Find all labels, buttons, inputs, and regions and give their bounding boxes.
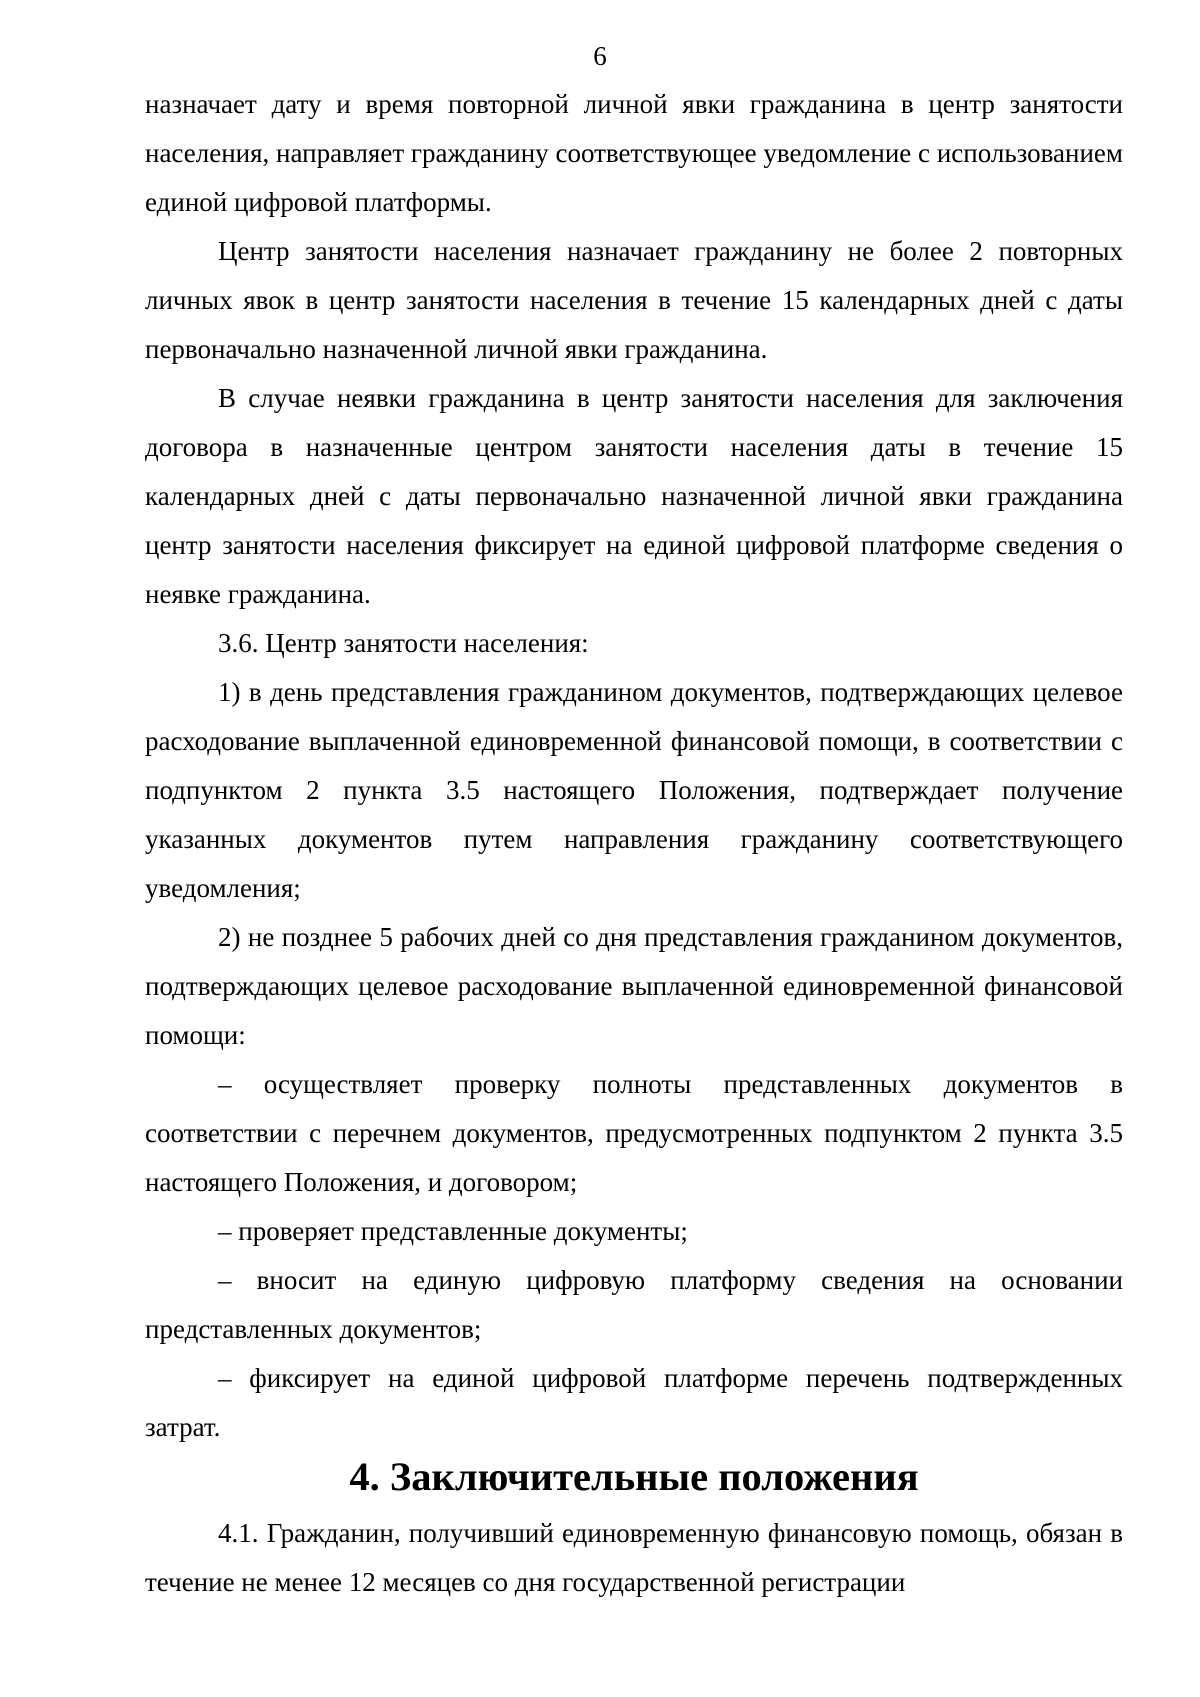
paragraph-4-1: 4.1. Гражданин, получивший единовременную финансовую помощь, обязан в течение не менее 12 месяцев со дня государственной регистрации [145,1518,1123,1597]
list-item-completeness-check: – осуществляет проверку полноты представленных документов в соответствии с перечнем документов, предусмотренных подпунктом 2 пункта 3.5 настоящего Положения, и договором; [145,1069,1123,1197]
paragraph-3-6-item-2: 2) не позднее 5 рабочих дней со дня представления гражданином документов, подтверждающих целевое расходование выплаченной единовременной финансовой помощи: [145,922,1123,1050]
paragraph-3-6-item-1: 1) в день представления гражданином документов, подтверждающих целевое расходование выплаченной единовременной финансовой помощи, в соответствии с подпунктом 2 пункта 3.5 настоящего Положения, подтверждает получение указанных документов путем направления гражданину соответствующего уведомления; [145,677,1123,903]
paragraph-continuation: назначает дату и время повторной личной явки гражданина в центр занятости населения, направляет гражданину соответствующее уведомление с использованием единой цифровой платформы. [145,89,1123,217]
paragraph-repeat-visits: Центр занятости населения назначает гражданину не более 2 повторных личных явок в центр занятости населения в течение 15 календарных дней с даты первоначально назначенной личной явки гражданина. [145,236,1123,364]
document-body [145,80,1123,1607]
list-item-verify-documents: – проверяет представленные документы; [218,1216,688,1246]
list-item-record-costs: – фиксирует на единой цифровой платформе перечень подтвержденных затрат. [145,1363,1123,1442]
paragraph-3-6: 3.6. Центр занятости населения: [218,628,589,658]
section-heading: 4. Заключительные положения [349,1454,919,1499]
paragraph-no-show: В случае неявки гражданина в центр занятости населения для заключения договора в назначенные центром занятости населения даты в течение 15 календарных дней с даты первоначально назначенной личной явки гражданина центр занятости населения фиксирует на единой цифровой платформе сведения о неявке гражданина. [145,383,1123,609]
page-number: 6 [593,41,607,71]
list-item-enter-data: – вносит на единую цифровую платформу сведения на основании представленных документов; [145,1265,1123,1344]
